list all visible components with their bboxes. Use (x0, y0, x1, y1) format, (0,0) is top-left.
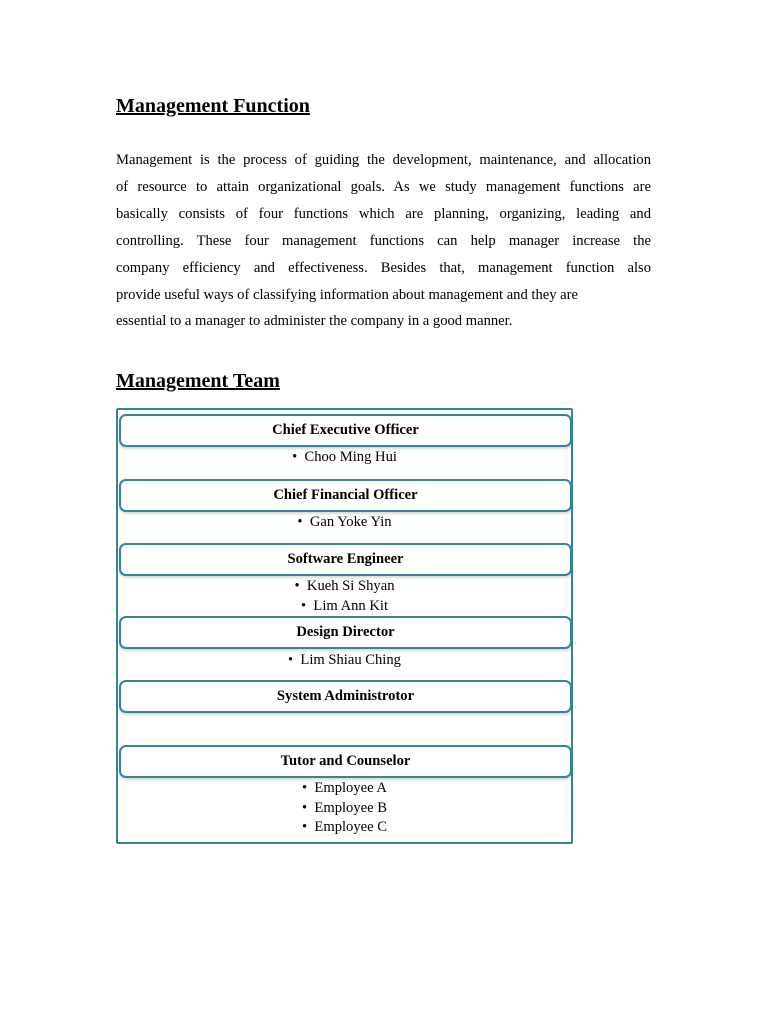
role-title: System Administrotor (276, 688, 415, 704)
role-box-software-engineer (119, 543, 572, 576)
role-members-cfo (118, 513, 571, 533)
role-box-tutor-counselor (119, 745, 572, 778)
member-item: • Employee A (118, 779, 571, 799)
paragraph-line: provide useful ways of classifying information about management and they are (116, 286, 578, 303)
role-title: Chief Executive Officer (272, 422, 419, 438)
member-item: • Choo Ming Hui (118, 448, 571, 468)
role-members-software-engineer (118, 577, 571, 616)
member-item: • Employee B (118, 799, 571, 819)
paragraph-line: Management is the process of guiding the development, maintenance, and allocation (116, 152, 651, 168)
member-item: • Kueh Si Shyan (118, 577, 571, 597)
role-box-cfo (119, 479, 572, 512)
role-title: Design Director (296, 624, 395, 640)
paragraph-line: company efficiency and effectiveness. Besides that, management function also (116, 259, 651, 276)
role-members-tutor-counselor (118, 779, 571, 838)
role-box-ceo (119, 414, 572, 447)
role-members-design-director (118, 651, 571, 671)
section-title-management-function: Management Function (116, 95, 310, 117)
management-team-diagram (116, 408, 573, 844)
paragraph-line: controlling. These four management functions can help manager increase the (116, 232, 651, 249)
management-function-paragraph (116, 147, 651, 335)
paragraph-line: essential to a manager to administer the company in a good manner. (116, 313, 513, 330)
role-title: Tutor and Counselor (280, 753, 411, 769)
member-item: • Gan Yoke Yin (118, 513, 571, 533)
role-title: Software Engineer (287, 551, 404, 567)
paragraph-line: of resource to attain organizational goals. As we study management functions are (116, 178, 651, 195)
member-item: • Lim Ann Kit (118, 597, 571, 617)
role-members-ceo (118, 448, 571, 468)
paragraph-line: basically consists of four functions which are planning, organizing, leading and (116, 205, 651, 222)
member-item: • Lim Shiau Ching (118, 651, 571, 671)
role-box-system-administrator (119, 680, 572, 713)
member-item: • Employee C (118, 818, 571, 838)
role-title: Chief Financial Officer (273, 487, 418, 503)
role-box-design-director (119, 616, 572, 649)
section-title-management-team: Management Team (116, 370, 280, 392)
